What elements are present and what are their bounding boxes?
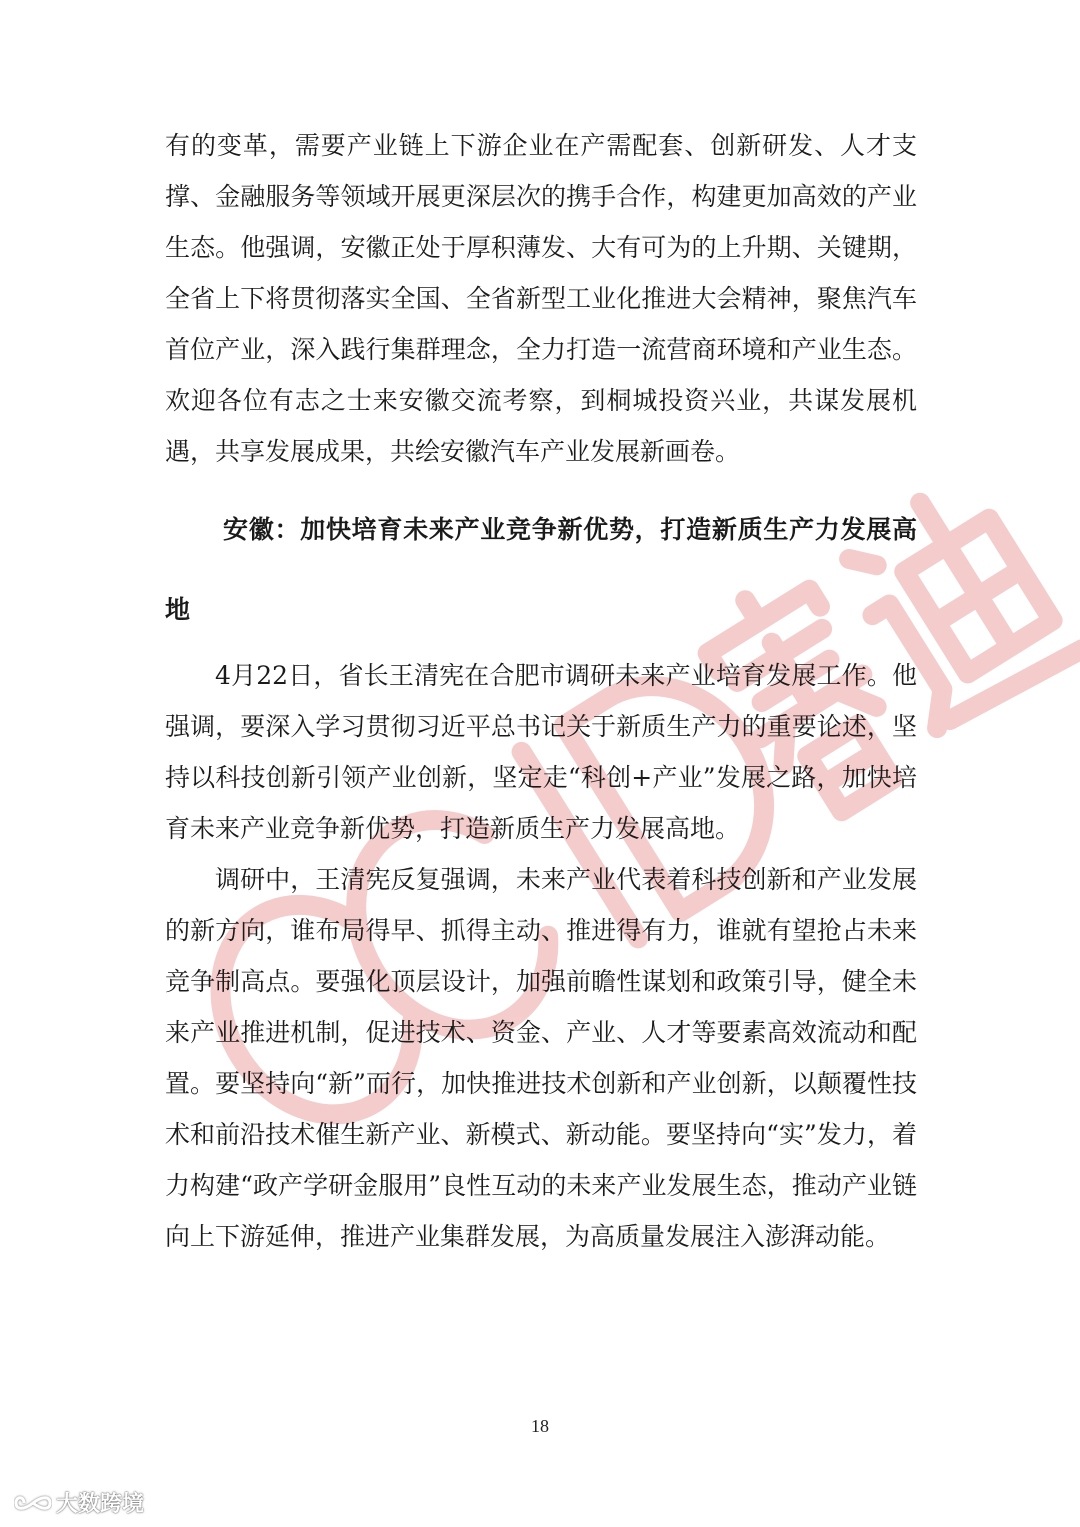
section-heading: 安徽：加快培育未来产业竞争新优势，打造新质生产力发展高地: [165, 515, 917, 624]
paragraph-2: 4月22日，省长王清宪在合肥市调研未来产业培育发展工作。他强调，要深入学习贯彻习近平总书记关于新质生产力的重要论述，坚持以科技创新引领产业创新，坚定走“科创+产业”发展之路，加快培育未来产业竞争新优势，打造新质生产力发展高地。: [165, 661, 917, 843]
document-body: [165, 120, 917, 1262]
source-logo: [14, 1487, 144, 1518]
paragraph-3: 调研中，王清宪反复强调，未来产业代表着科技创新和产业发展的新方向，谁布局得早、抓得主动、推进得有力，谁就有望抢占未来竞争制高点。要强化顶层设计，加强前瞻性谋划和政策引导，健全未来产业推进机制，促进技术、资金、产业、人才等要素高效流动和配置。要坚持向“新”而行，加快推进技术创新和产业创新，以颠覆性技术和前沿技术催生新产业、新模式、新动能。要坚持向“实”发力，着力构建“政产学研金服用”良性互动的未来产业发展生态，推动产业链向上下游延伸，推进产业集群发展，为高质量发展注入澎湃动能。: [165, 865, 917, 1251]
infinity-icon: [14, 1492, 52, 1514]
page-number: 18: [531, 1416, 549, 1436]
paragraph-intro: 有的变革，需要产业链上下游企业在产需配套、创新研发、人才支撑、金融服务等领域开展更深层次的携手合作，构建更加高效的产业生态。他强调，安徽正处于厚积薄发、大有可为的上升期、关键期，全省上下将贯彻落实全国、全省新型工业化推进大会精神，聚焦汽车首位产业，深入践行集群理念，全力打造一流营商环境和产业生态。欢迎各位有志之士来安徽交流考察，到桐城投资兴业，共谋发展机遇，共享发展成果，共绘安徽汽车产业发展新画卷。: [165, 131, 917, 466]
source-logo-text: 大数跨境: [56, 1492, 145, 1517]
